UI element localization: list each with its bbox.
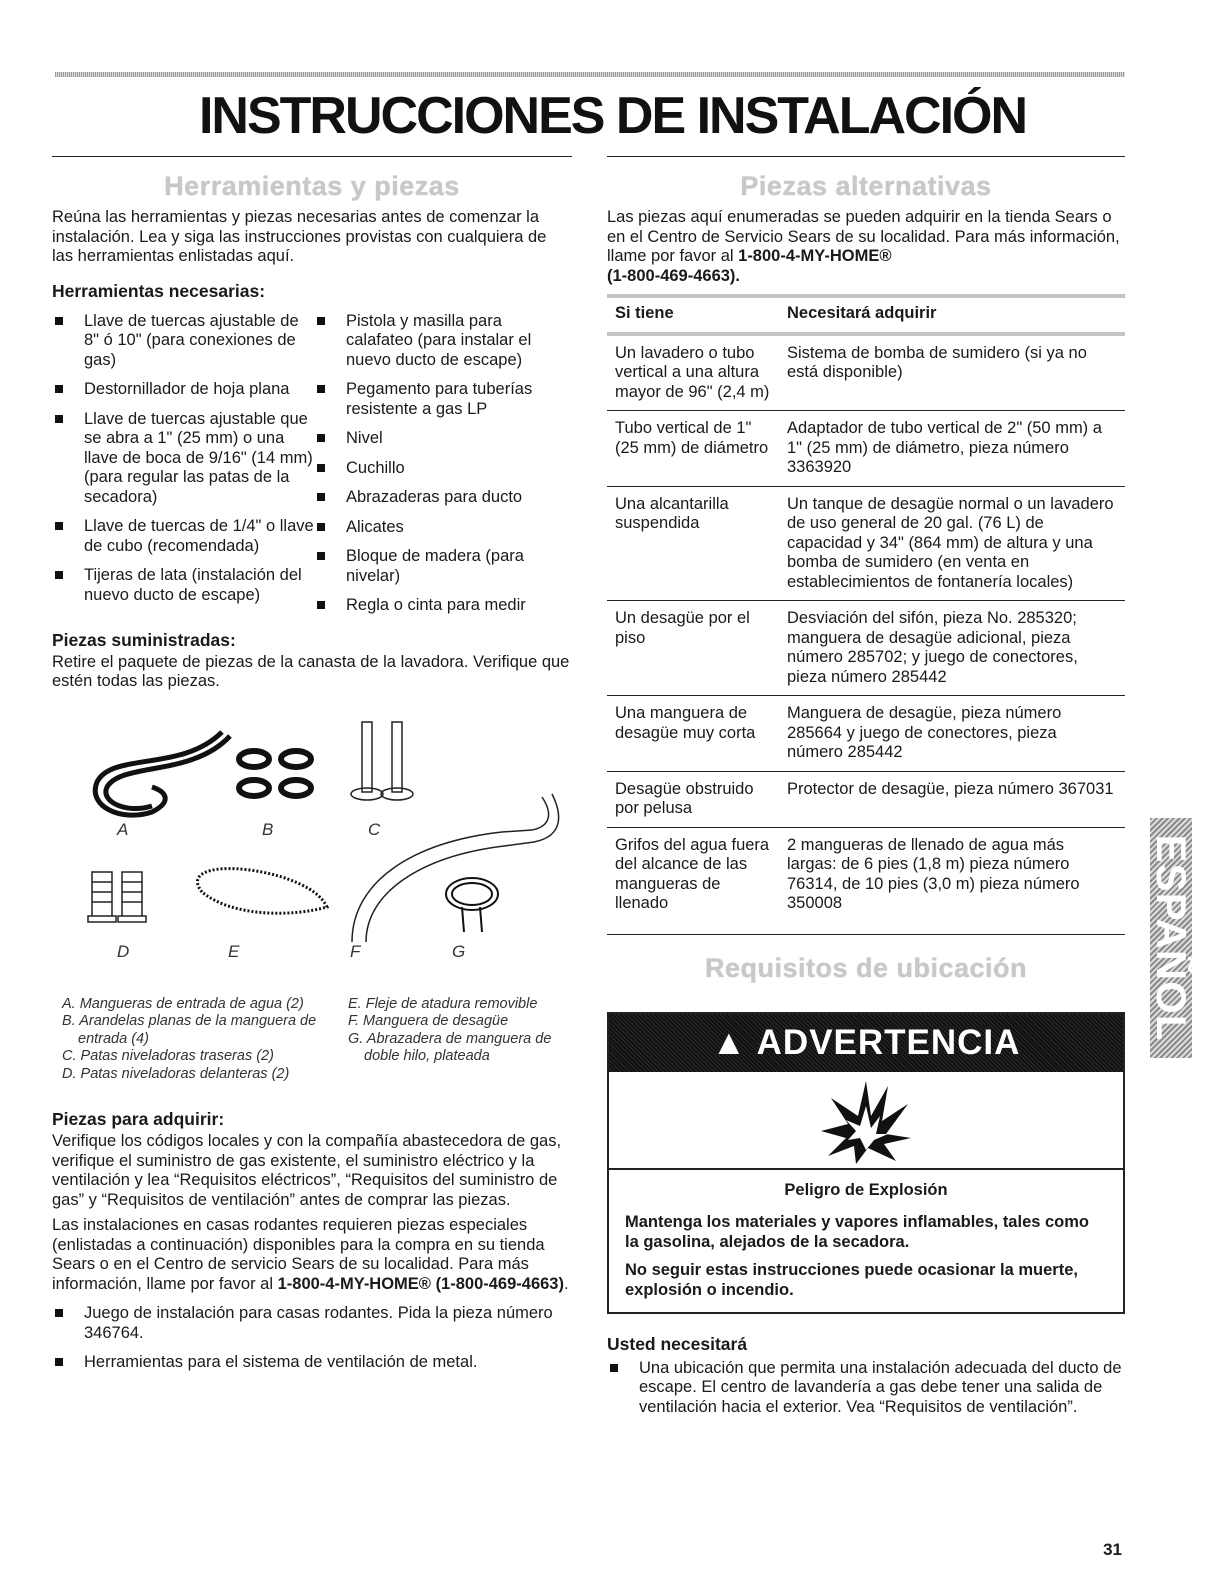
legend-item: C. Patas niveladoras traseras (2) (62, 1048, 274, 1064)
section-rule (52, 156, 572, 157)
hose-clamp-drawing (446, 878, 498, 932)
tools-column-2 (314, 312, 572, 616)
parts-illustration (52, 702, 572, 1002)
warning-header (609, 1014, 1123, 1072)
location-heading: Requisitos de ubicación (704, 952, 1028, 983)
legend-item: G. Abrazadera de manguera de doble hilo, plateada (348, 1030, 552, 1064)
list-item: Nivel (314, 429, 572, 449)
list-item: Regla o cinta para medir (314, 596, 572, 616)
legend-item: D. Patas niveladoras delanteras (2) (62, 1065, 290, 1082)
table-row (607, 486, 1125, 601)
warning-triangle-icon: ▲ (711, 1022, 748, 1062)
top-rule (55, 72, 1125, 77)
table-cell: Una alcantarilla suspendida (607, 486, 779, 601)
table-cell: Un tanque de desagüe normal o un lavadero de uso general de 20 gal. (76 L) de capacidad y 34" (864 mm) de altura y una bomba de sumidero (en venta en establecimientos de fontanería locales) (779, 486, 1125, 601)
supplied-parts-text: Retire el paquete de piezas de la canasta de la lavadora. Verifique que estén todas las piezas. (52, 652, 570, 690)
table-cell: Manguera de desagüe, pieza número 285664 y juego de conectores, pieza número 285442 (779, 696, 1125, 772)
phone-number: 1-800-4-MY-HOME® (738, 247, 892, 265)
need-list (607, 1359, 1125, 1418)
figure-legend (52, 996, 572, 1084)
table-cell: Adaptador de tubo vertical de 2" (50 mm) a 1" (25 mm) de diámetro, pieza número 3363920 (779, 411, 1125, 487)
table-cell: Desviación del sifón, pieza No. 285320; manguera de desagüe adicional, pieza número 285702; y juego de conectores, pieza número 285442 (779, 601, 1125, 696)
parts-to-buy-list (52, 1304, 572, 1373)
tools-column-1 (52, 312, 314, 616)
figure-letter-d: D (117, 941, 130, 961)
figure-letter-b: B (262, 819, 274, 839)
list-item: Destornillador de hoja plana (52, 380, 314, 400)
legend-item: A. Mangueras de entrada de agua (2) (62, 995, 304, 1012)
warning-label: ADVERTENCIA (756, 1022, 1021, 1062)
table-cell: Una manguera de desagüe muy corta (607, 696, 779, 772)
table-row (607, 411, 1125, 487)
language-label: ESPAÑOL (1148, 834, 1195, 1042)
supplied-parts-heading: Piezas suministradas: (52, 629, 236, 650)
list-item: Cuchillo (314, 459, 572, 479)
alt-parts-table (607, 294, 1125, 935)
washers-drawing (239, 751, 311, 796)
right-column (607, 156, 1125, 1417)
need-heading: Usted necesitará (607, 1333, 748, 1354)
hazard-title: Peligro de Explosión (784, 1180, 948, 1199)
section-rule (607, 156, 1125, 157)
table-cell: 2 mangueras de llenado de agua más largas: de 6 pies (1,8 m) pieza número 76314, de 10 pies (3,0 m) pieza número 350008 (779, 827, 1125, 934)
legend-item: B. Arandelas planas de la manguera de entrada (4) (62, 1013, 317, 1047)
parts-to-buy-p2: Las instalaciones en casas rodantes requieren piezas especiales (enlistadas a continuación) disponibles para la compra en su tienda Sears o en el Centro de servicio Sears de su localidad. Para más información, llame por favor al 1-800-4-MY-HOME® (1-800-469-4663). (52, 1216, 569, 1293)
parts-to-buy-p1: Verifique los códigos locales y con la compañía abastecedora de gas, verifique el suministro de gas existente, el suministro eléctrico y la ventilación y lea “Requisitos eléctricos”, “Requisitos del suministro de gas” y “Requisitos de ventilación” antes de comprar las piezas. (52, 1132, 562, 1209)
list-item: Pistola y masilla para calafateo (para instalar el nuevo ducto de escape) (314, 312, 572, 371)
figure-letter-a: A (117, 819, 129, 839)
list-item: Herramientas para el sistema de ventilación de metal. (52, 1353, 572, 1373)
list-item: Llave de tuercas ajustable que se abra a 1" (25 mm) o una llave de boca de 9/16" (14 mm) (para regular las patas de la secadora) (52, 410, 314, 508)
table-cell: Un desagüe por el piso (607, 601, 779, 696)
list-item: Alicates (314, 518, 572, 538)
list-item: Llave de tuercas ajustable de 8" ó 10" (para conexiones de gas) (52, 312, 314, 371)
table-row (607, 334, 1125, 411)
warning-body (609, 1170, 1123, 1312)
table-header-row (607, 296, 1125, 334)
table-cell: Tubo vertical de 1" (25 mm) de diámetro (607, 411, 779, 487)
table-cell: Grifos del agua fuera del alcance de las mangueras de llenado (607, 827, 779, 934)
page-number: 31 (1103, 1540, 1122, 1559)
parts-to-buy-heading: Piezas para adquirir: (52, 1109, 225, 1129)
table-row (607, 601, 1125, 696)
explosion-icon (609, 1072, 1123, 1170)
list-item: Una ubicación que permita una instalación adecuada del ducto de escape. El centro de lavandería a gas debe tener una salida de ventilación hacia el exterior. Vea “Requisitos de ventilación”. (607, 1359, 1125, 1418)
tie-strap-drawing (197, 868, 327, 913)
alt-parts-intro: Las piezas aquí enumeradas se pueden adquirir en la tienda Sears o en el Centro de Servicio Sears de su localidad. Para más información, llame por favor al 1-800-4-MY-HOME® (1-800-469-4663). (607, 208, 1120, 285)
figure-letter-f: F (350, 941, 361, 961)
table-row (607, 771, 1125, 827)
front-legs-drawing (88, 872, 146, 922)
inlet-hoses-drawing (95, 732, 230, 815)
warning-text-1: Mantenga los materiales y vapores inflamables, tales como la gasolina, alejados de la secadora. (625, 1212, 1090, 1251)
list-item: Abrazaderas para ducto (314, 488, 572, 508)
tools-parts-heading: Herramientas y piezas (164, 171, 460, 201)
table-cell: Sistema de bomba de sumidero (si ya no está disponible) (779, 334, 1125, 411)
parts-drawing (52, 702, 572, 1002)
legend-item: F. Manguera de desagüe (348, 1013, 509, 1029)
column-header: Si tiene (607, 296, 779, 334)
table-cell: Desagüe obstruido por pelusa (607, 771, 779, 827)
table-cell: Un lavadero o tubo vertical a una altura mayor de 96" (2,4 m) (607, 334, 779, 411)
page-title: INSTRUCCIONES DE INSTALACIÓN (198, 87, 1027, 145)
table-cell: Protector de desagüe, pieza número 367031 (779, 771, 1125, 827)
column-header: Necesitará adquirir (779, 296, 1125, 334)
warning-text-2: No seguir estas instrucciones puede ocasionar la muerte, explosión o incendio. (625, 1260, 1078, 1299)
rear-legs-drawing (351, 722, 413, 800)
left-column (52, 156, 572, 1373)
figure-letter-e: E (228, 941, 240, 961)
required-tools-list (52, 312, 572, 616)
list-item: Bloque de madera (para nivelar) (314, 547, 572, 586)
phone-number-numeric: (1-800-469-4663) (435, 1274, 564, 1293)
table-row (607, 827, 1125, 934)
required-tools-heading: Herramientas necesarias: (52, 280, 266, 301)
legend-item: E. Fleje de atadura removible (348, 995, 538, 1012)
list-item: Llave de tuercas de 1/4" o llave de cubo (recomendada) (52, 517, 314, 556)
phone-number: 1-800-4-MY-HOME® (277, 1274, 431, 1293)
alt-parts-heading: Piezas alternativas (740, 171, 992, 201)
figure-letter-c: C (368, 819, 381, 839)
tools-parts-intro: Reúna las herramientas y piezas necesarias antes de comenzar la instalación. Lea y siga las instrucciones provistas con cualquiera de las herramientas enlistadas aquí. (52, 208, 547, 265)
list-item: Juego de instalación para casas rodantes. Pida la pieza número 346764. (52, 1304, 572, 1343)
drain-hose-drawing (352, 794, 559, 942)
list-item: Pegamento para tuberías resistente a gas LP (314, 380, 572, 419)
phone-number-numeric: (1-800-469-4663). (607, 266, 740, 285)
list-item: Tijeras de lata (instalación del nuevo ducto de escape) (52, 566, 314, 605)
figure-letter-g: G (452, 941, 466, 961)
table-row (607, 696, 1125, 772)
warning-box (607, 1012, 1125, 1314)
language-tab (1148, 818, 1195, 1058)
